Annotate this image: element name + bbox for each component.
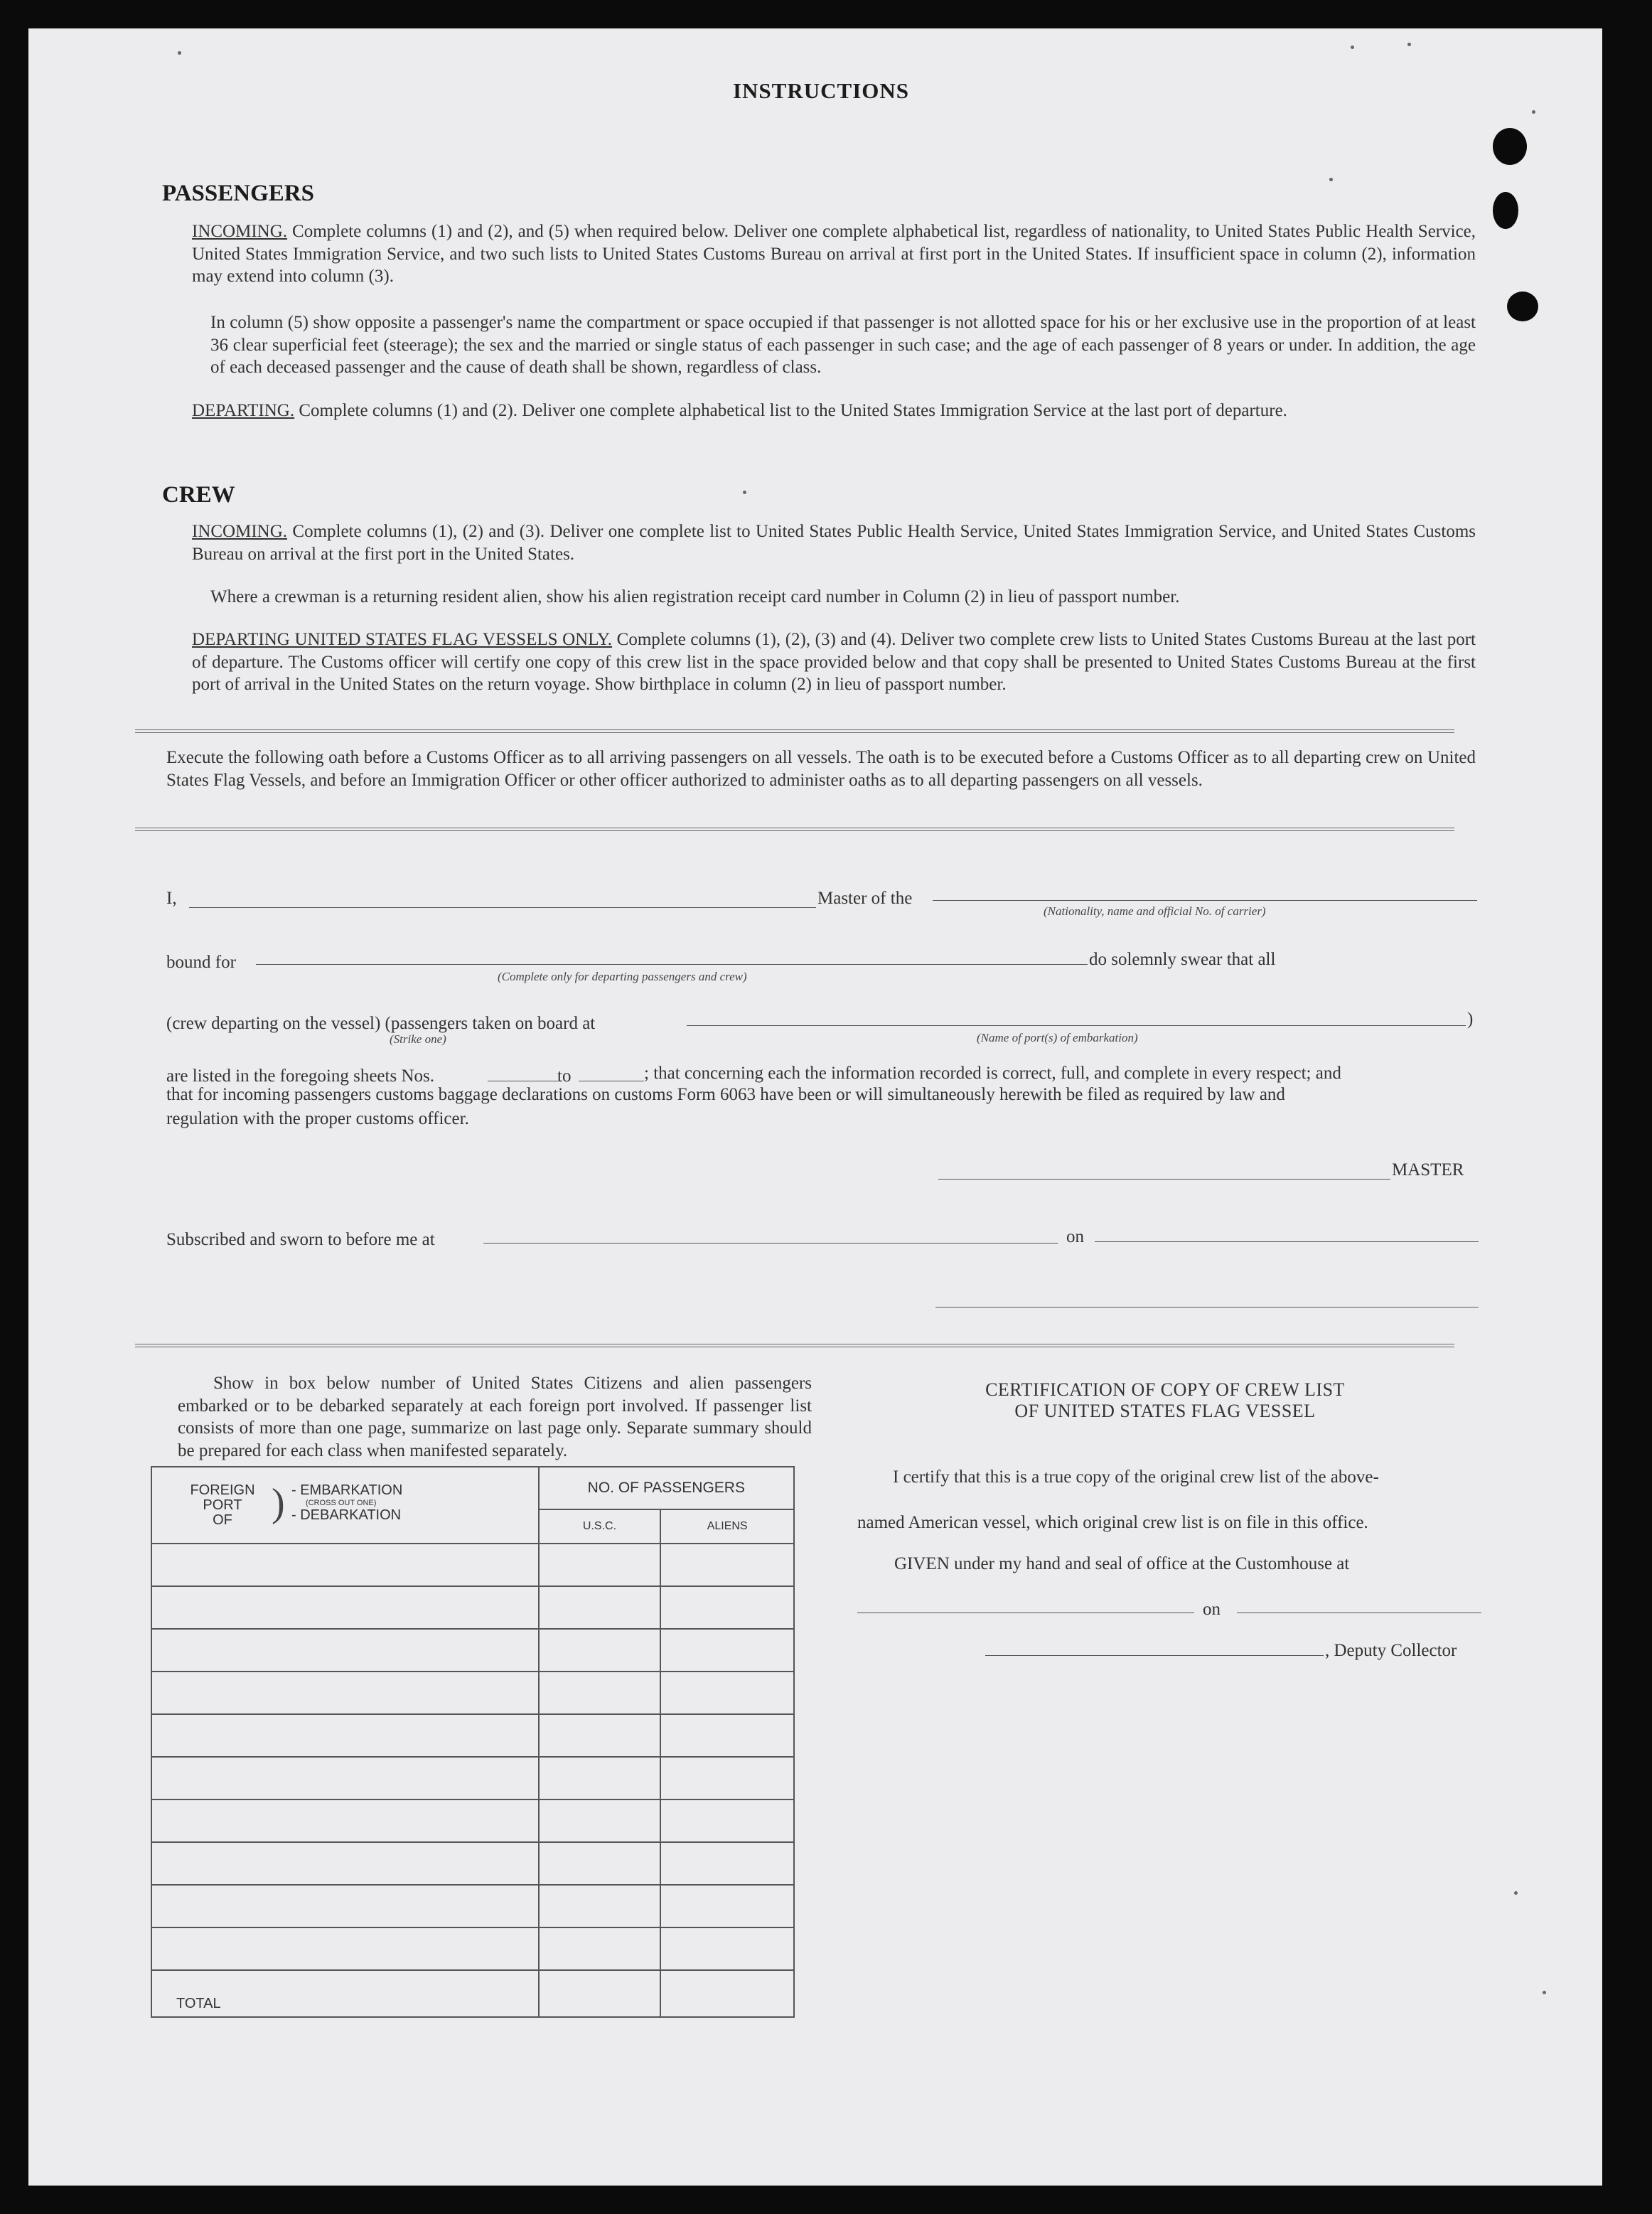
bound-for-field[interactable] <box>256 964 1088 965</box>
close-paren: ) <box>1467 1010 1474 1029</box>
table-total-row <box>151 1970 794 2017</box>
certification-line-3: GIVEN under my hand and seal of office at the Customhouse at <box>894 1554 1350 1573</box>
crew-departing-label: DEPARTING UNITED STATES FLAG VESSELS ONLY. <box>192 630 613 649</box>
page-title: INSTRUCTIONS <box>732 78 909 103</box>
usc-header: U.S.C. <box>539 1509 661 1544</box>
subscribed-on-label: on <box>1066 1227 1084 1246</box>
passengers-departing-paragraph <box>192 400 1476 422</box>
certification-line-1: I certify that this is a true copy of the original crew list of the above- <box>893 1467 1379 1487</box>
strike-one-caption: (Strike one) <box>390 1032 446 1046</box>
total-label: TOTAL <box>151 1970 539 2017</box>
divider-1 <box>135 729 1454 733</box>
table-row <box>151 1842 794 1885</box>
certification-on-label: on <box>1203 1600 1221 1619</box>
carrier-field[interactable] <box>933 900 1477 901</box>
crew-passengers-label: (crew departing on the vessel) (passengers taken on board at <box>166 1014 596 1033</box>
to-label: to <box>557 1066 572 1086</box>
embarkation-label: - EMBARKATION <box>291 1482 403 1498</box>
passengers-incoming-text: Complete columns (1) and (2), and (5) when required below. Deliver one complete alphabetical list, regardless of nationality, to United States Public Health Service, United States Immigration Service, and two such lists to United States Customs Bureau on arrival at first port in the United States. If insufficient space in column (2), information may extend into column (3). <box>192 222 1476 286</box>
bound-for-label: bound for <box>166 953 236 972</box>
master-name-field[interactable] <box>189 907 816 908</box>
col1-line3: OF <box>213 1512 232 1528</box>
table-header-port <box>151 1467 539 1544</box>
passengers-heading: PASSENGERS <box>162 181 314 206</box>
passenger-summary-table <box>151 1466 795 2018</box>
table-row <box>151 1757 794 1799</box>
crew-incoming-paragraph <box>192 520 1476 565</box>
passengers-incoming-label: INCOMING. <box>192 222 288 241</box>
certification-line-2: named American vessel, which original crew list is on file in this office. <box>857 1513 1368 1532</box>
punch-hole-2 <box>1493 192 1518 229</box>
brace-icon: ) <box>272 1481 285 1525</box>
aliens-header: ALIENS <box>660 1509 794 1544</box>
listed-line-2: that for incoming passengers customs baggage declarations on customs Form 6063 have been or will simultaneously herewith be filed as required by law and <box>166 1085 1285 1104</box>
deputy-collector-label: , Deputy Collector <box>1325 1641 1457 1660</box>
certification-heading-line2: OF UNITED STATES FLAG VESSEL <box>1014 1401 1316 1421</box>
oath-i-label: I, <box>166 889 177 908</box>
passengers-departing-text: Complete columns (1) and (2). Deliver one complete alphabetical list to the United States Immigration Service at the last port of departure. <box>299 401 1287 420</box>
no-passengers-header: NO. OF PASSENGERS <box>539 1467 794 1509</box>
punch-hole-1 <box>1493 128 1527 165</box>
table-row <box>151 1714 794 1757</box>
subscribed-label: Subscribed and sworn to before me at <box>166 1230 435 1249</box>
solemnly-swear-label: do solemnly swear that all <box>1089 950 1276 969</box>
subscribed-date-field[interactable] <box>1095 1241 1479 1242</box>
master-signature-field[interactable] <box>938 1179 1390 1180</box>
subscribed-place-field[interactable] <box>483 1243 1058 1244</box>
table-row <box>151 1672 794 1714</box>
port-embarkation-field[interactable] <box>687 1025 1466 1026</box>
table-row <box>151 1885 794 1927</box>
col1-line2: PORT <box>203 1497 242 1513</box>
summary-instructions: Show in box below number of United States Citizens and alien passengers embarked or to be debarked separately at each foreign port involved. If passenger list consists of more than one page, summarize on last page only. Separate summary should be prepared for each class when manifested separately. <box>178 1374 812 1460</box>
crew-resident-paragraph: Where a crewman is a returning resident alien, show his alien registration receipt card number in Column (2) in lieu of passport number. <box>210 587 1180 606</box>
table-row <box>151 1927 794 1970</box>
divider-2 <box>135 828 1454 831</box>
deputy-signature-field[interactable] <box>985 1655 1324 1656</box>
punch-hole-3 <box>1507 292 1538 321</box>
master-label: MASTER <box>1392 1160 1464 1180</box>
crew-departing-text: Complete columns (1), (2), (3) and (4). Deliver two complete crew lists to United States Customs Bureau at the last port of departure. The Customs officer will certify one copy of this crew list in the space provided below and that copy shall be presented to United States Customs Bureau at the first port of arrival in the United States on the return voyage. Show birthplace in column (2) in lieu of passport number. <box>192 630 1476 694</box>
listed-line-1-prefix: are listed in the foregoing sheets Nos. <box>166 1066 434 1086</box>
oath-intro-paragraph: Execute the following oath before a Customs Officer as to all arriving passengers on all vessels. The oath is to be executed before a Customs Officer as to all departing crew on United States Flag Vessels, and before an Immigration Officer or other officer authorized to administer oaths as to all departing passengers on all vessels. <box>166 748 1476 790</box>
table-row <box>151 1544 794 1586</box>
passengers-departing-label: DEPARTING. <box>192 401 295 420</box>
master-of-the-label: Master of the <box>817 889 913 908</box>
table-row <box>151 1799 794 1842</box>
crew-departing-paragraph <box>192 629 1476 696</box>
passengers-incoming-paragraph <box>192 220 1476 288</box>
col1-line1: FOREIGN <box>190 1482 255 1498</box>
certification-heading <box>856 1379 1474 1422</box>
crew-incoming-label: INCOMING. <box>192 522 288 541</box>
cross-out-label: (CROSS OUT ONE) <box>306 1499 377 1507</box>
listed-line-1-suffix: ; that concerning each the information recorded is correct, full, and complete in every respect; and <box>644 1064 1341 1083</box>
table-row <box>151 1586 794 1629</box>
table-row <box>151 1629 794 1672</box>
total-usc-cell[interactable] <box>539 1970 661 2017</box>
total-aliens-cell[interactable] <box>660 1970 794 2017</box>
port-embarkation-caption: (Name of port(s) of embarkation) <box>977 1031 1138 1044</box>
crew-incoming-text: Complete columns (1), (2) and (3). Deliver one complete list to United States Public Health Service, United States Immigration Service, and United States Customs Bureau on arrival at the first port in the United States. <box>192 522 1476 564</box>
passengers-column5-paragraph: In column (5) show opposite a passenger's name the compartment or space occupied if that passenger is not allotted space for his or her exclusive use in the proportion of at least 36 clear superficial feet (steerage); the sex and the married or single status of each passenger in such case; and the age of each passenger of 8 years or under. In addition, the age of each deceased passenger and the cause of death shall be shown, regardless of class. <box>210 313 1476 377</box>
divider-3 <box>135 1344 1454 1347</box>
bound-for-caption: (Complete only for departing passengers and crew) <box>498 970 747 983</box>
crew-heading: CREW <box>162 482 235 508</box>
debarkation-label: - DEBARKATION <box>291 1507 402 1523</box>
listed-line-3: regulation with the proper customs officer. <box>166 1109 469 1128</box>
certification-heading-line1: CERTIFICATION OF COPY OF CREW LIST <box>985 1379 1345 1400</box>
carrier-caption: (Nationality, name and official No. of carrier) <box>1044 904 1266 918</box>
